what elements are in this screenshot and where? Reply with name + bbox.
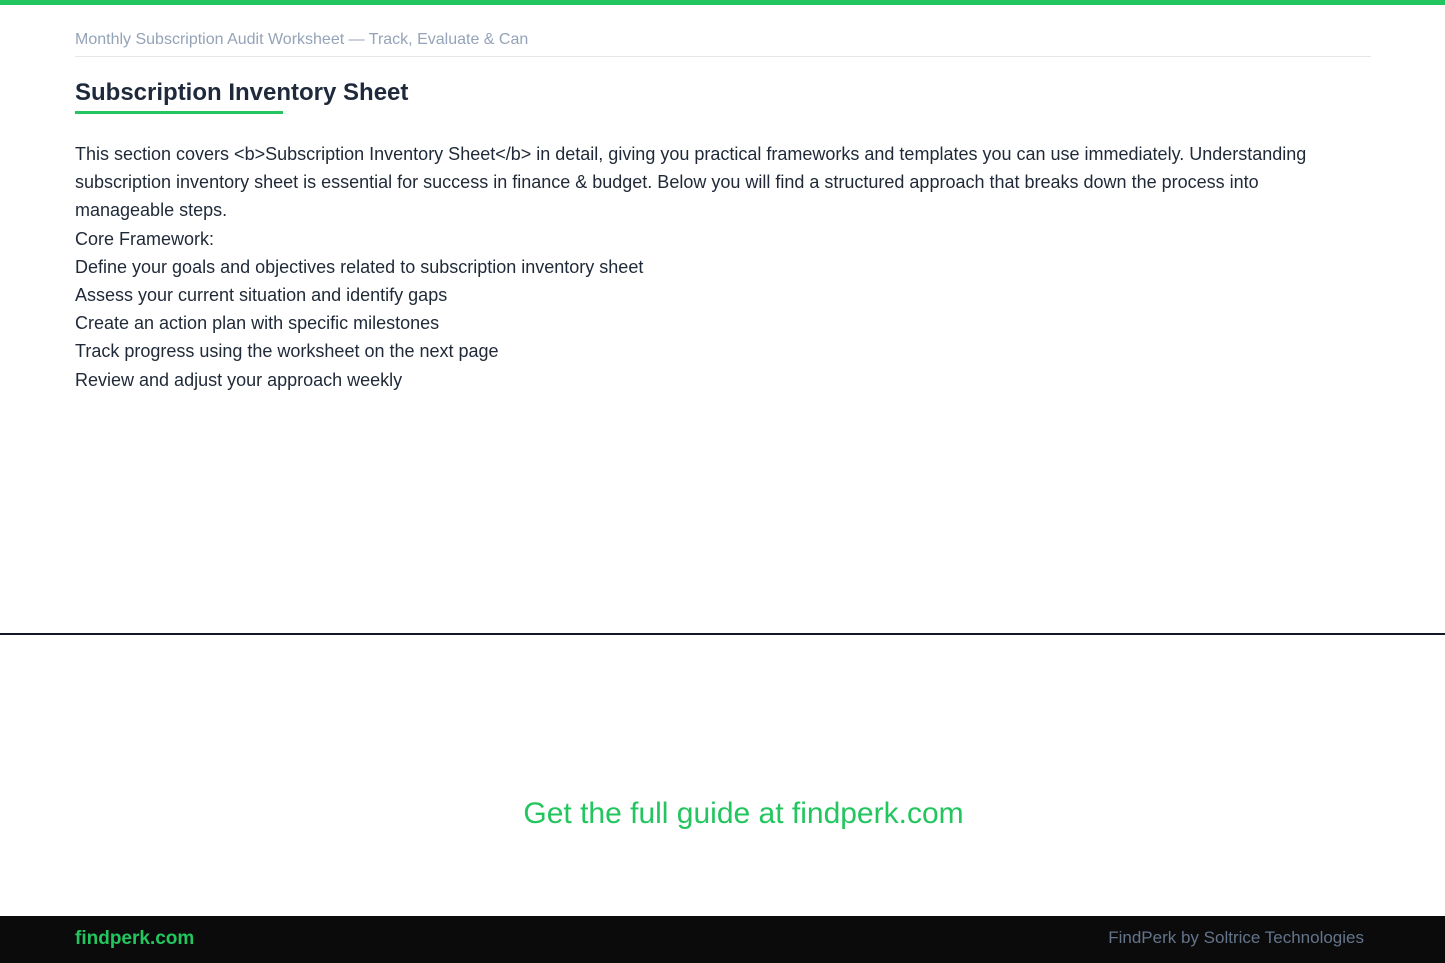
footer xyxy=(0,916,1445,963)
list-item: Track progress using the worksheet on the next page xyxy=(75,341,499,362)
document-title: Monthly Subscription Audit Worksheet — Track, Evaluate & Can xyxy=(75,31,529,48)
footer-credit: FindPerk by Soltrice Technologies xyxy=(1108,928,1364,947)
page-divider xyxy=(0,633,1445,635)
list-item: Create an action plan with specific milestones xyxy=(75,313,440,334)
section-content xyxy=(75,140,1335,394)
list-item: Define your goals and objectives related to subscription inventory sheet xyxy=(75,256,644,277)
title-underline xyxy=(75,111,283,114)
cta-link[interactable]: Get the full guide at findperk.com xyxy=(523,797,964,830)
list-item: Review and adjust your approach weekly xyxy=(75,369,403,390)
top-accent-bar xyxy=(0,0,1445,5)
list-item: Assess your current situation and identify gaps xyxy=(75,285,448,306)
footer-brand-link[interactable]: findperk.com xyxy=(75,928,195,949)
document-header xyxy=(75,28,1371,57)
section-title: Subscription Inventory Sheet xyxy=(75,79,409,106)
framework-steps-list xyxy=(75,253,1335,394)
intro-paragraph: This section covers <b>Subscription Inventory Sheet</b> in detail, giving you practical frameworks and templates you can use immediately. Understanding subscription inventory sheet is essential for success in finance & budget. Below you will find a structured approach that breaks down the process into manageable steps. xyxy=(75,144,1307,221)
framework-label: Core Framework: xyxy=(75,228,215,249)
